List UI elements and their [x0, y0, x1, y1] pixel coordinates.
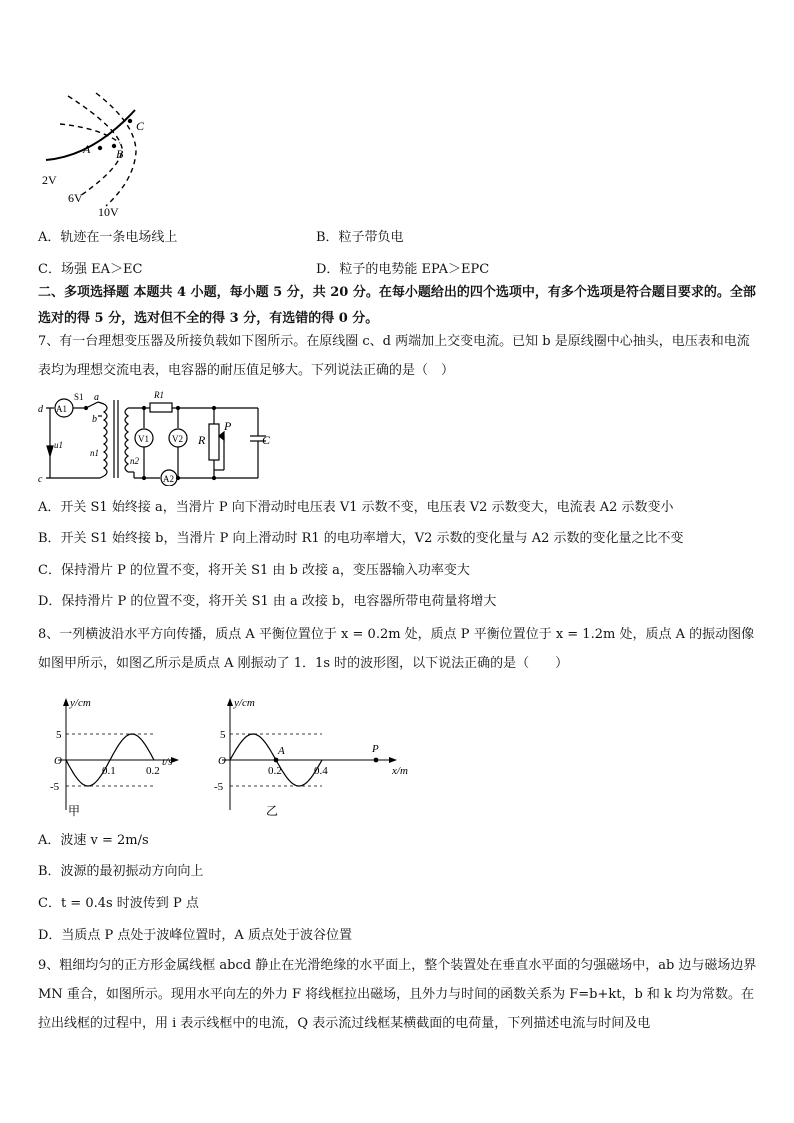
y-tick-label: -5 [214, 781, 224, 793]
circuit-label-n2: n2 [130, 456, 139, 466]
q7-option-c: C．保持滑片 P 的位置不变，将开关 S1 由 b 改接 a，变压器输入功率变大 [38, 563, 470, 578]
q6-option-a: A．轨迹在一条电场线上 [38, 230, 178, 245]
q7-option-d: D．保持滑片 P 的位置不变，将开关 S1 由 a 改接 b，电容器所带电荷量将增大 [38, 594, 497, 609]
chart-title: 甲 [68, 804, 81, 818]
circuit-label-b: b [92, 414, 97, 425]
point-a-dot [274, 758, 279, 763]
y-tick-label: 5 [220, 729, 226, 741]
circuit-label-d: d [38, 404, 43, 415]
q6-option-b: B．粒子带负电 [316, 230, 404, 245]
label-a: A [83, 142, 91, 156]
x-tick-label: 0.1 [102, 765, 116, 777]
x-axis-arrow [389, 757, 397, 763]
circuit-label-r: R [198, 433, 206, 447]
y-tick-label: -5 [50, 781, 60, 793]
circuit-label-s1: S1 [74, 392, 84, 402]
y-axis-arrow [227, 698, 233, 706]
label-b: B [116, 147, 124, 161]
y-axis-label: y/cm [70, 697, 91, 709]
q8-option-c: C．t = 0.4s 时波传到 P 点 [38, 896, 199, 911]
q8-stem: 8、一列横波沿水平方向传播，质点 A 平衡位置位于 x = 0.2m 处，质点 P 平衡位置位于 x = 1.2m 处，质点 A 的振动图像如图甲所示，如图乙所示是质点 A 刚振动了 1．1s 时的波形图，以下说法正确的是（ ） [38, 627, 755, 671]
circuit-label-u1: u1 [54, 440, 63, 450]
q7-option-b: B．开关 S1 始终接 b，当滑片 P 向上滑动时 R1 的电功率增大，V2 示数的变化量与 A2 示数的变化量之比不变 [38, 531, 684, 546]
q8-option-d: D．当质点 P 点处于波峰位置时，A 质点处于波谷位置 [38, 928, 352, 943]
x-axis-label: x/m [392, 765, 408, 777]
label-c: C [136, 119, 145, 133]
circuit-label-cap: C [262, 433, 271, 447]
label-10v: 10V [98, 205, 119, 219]
transformer-circuit [38, 386, 278, 486]
q7-stem: 7、有一台理想变压器及所接负载如下图所示。在原线圈 c、d 两端加上交变电流。已知 b 是原线圈中心抽头，电压表和电流表均为理想交流电表，电容器的耐压值足够大。下列说法正确的是（ ） [38, 334, 750, 378]
vibration-graph-jia [38, 692, 188, 822]
section-two-header: 二、多项选择题 本题共 4 小题，每小题 5 分，共 20 分。在每小题给出的四个选项中，有多个选项是符合题目要求的。全部选对的得 5 分，选对但不全的得 3 分，有选错的得 0 分。 [38, 285, 756, 326]
y-tick-label: 5 [56, 729, 62, 741]
q7-option-a: A．开关 S1 始终接 a，当滑片 P 向下滑动时电压表 V1 示数不变，电压表 V2 示数变大，电流表 A2 示数变小 [38, 500, 674, 515]
x-axis-label: t/s [162, 756, 173, 768]
circuit-label-a2: A2 [163, 474, 174, 484]
label-6v: 6V [68, 191, 83, 205]
circuit-label-v2: V2 [172, 434, 183, 444]
label-2v: 2V [42, 173, 57, 187]
q9-stem: 9、粗细均匀的正方形金属线框 abcd 静止在光滑绝缘的水平面上，整个装置处在垂直水平面的匀强磁场中，ab 边与磁场边界 MN 重合，如图所示。现用水平向左的外力 F 将线框拉出磁场，且外力与时间的函数关系为 F=b+kt，b 和 k 均为常数。在拉出线框的过程中，用 i 表示线框中的电流，Q 表示流过线框某横截面的电荷量，下列描述电流与时间及电 [38, 958, 757, 1031]
circuit-label-a1: A1 [56, 404, 67, 414]
x-tick-label: 0.2 [146, 765, 160, 777]
equipotential-figure [38, 88, 168, 223]
circuit-label-r1: R1 [154, 390, 164, 400]
wave-graph-yi [200, 692, 420, 822]
y-axis-label: y/cm [234, 697, 255, 709]
circuit-label-c: c [38, 474, 43, 485]
x-tick-label: 0.2 [268, 765, 282, 777]
q6-option-d: D．粒子的电势能 EPA＞EPC [316, 262, 490, 277]
x-tick-label: 0.4 [314, 765, 328, 777]
circuit-label-v1: V1 [138, 434, 149, 444]
y-axis-arrow [63, 698, 69, 706]
q8-option-b: B．波源的最初振动方向向上 [38, 864, 204, 879]
origin-label: O [54, 755, 62, 767]
circuit-label-n1: n1 [90, 448, 99, 458]
origin-label: O [218, 755, 226, 767]
q6-option-c: C．场强 EA＞EC [38, 262, 143, 277]
point-p-dot [374, 758, 379, 763]
point-a-label: A [278, 745, 285, 757]
circuit-label-a: a [94, 392, 99, 403]
q8-option-a: A．波速 v = 2m/s [38, 833, 149, 848]
chart-title: 乙 [266, 804, 279, 818]
circuit-label-p: P [224, 419, 232, 433]
point-p-label: P [372, 743, 379, 755]
